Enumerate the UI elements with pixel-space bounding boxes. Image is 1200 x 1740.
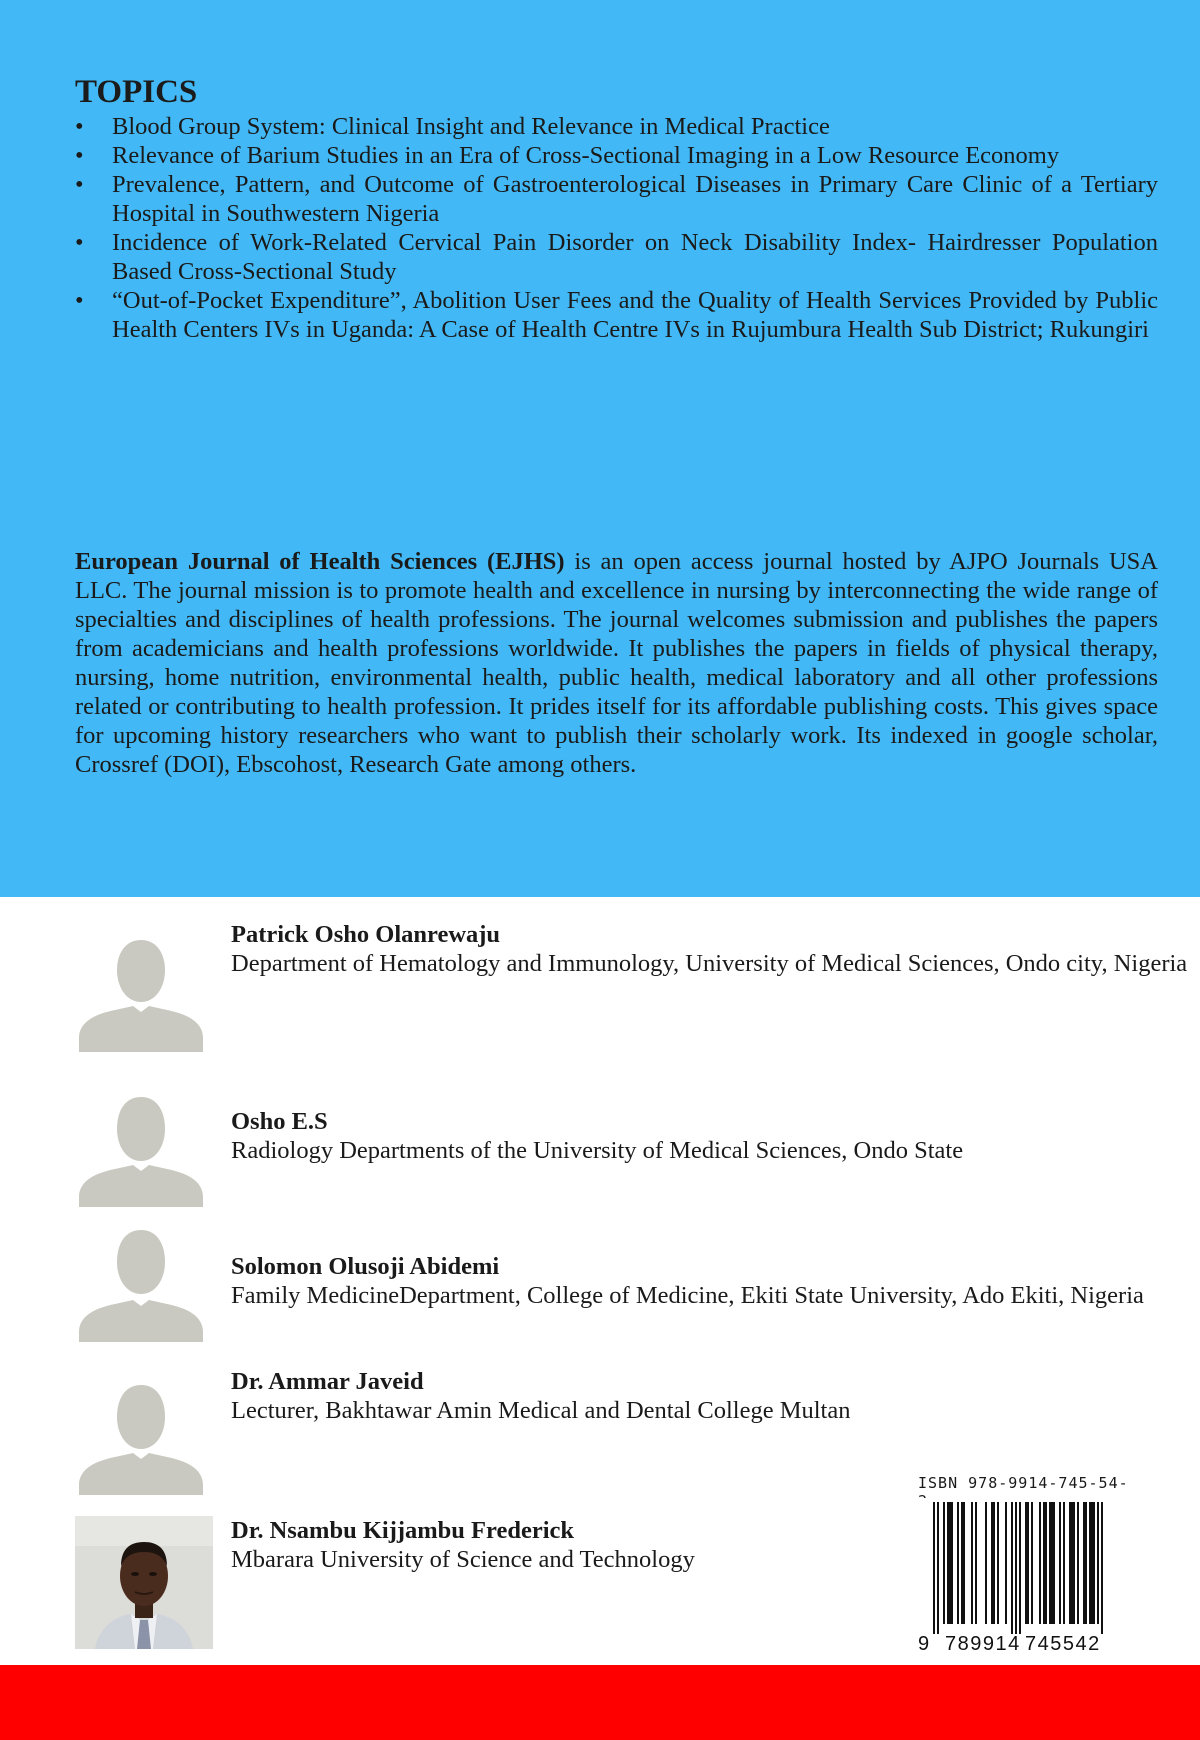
bullet: • bbox=[75, 171, 84, 198]
barcode-bar bbox=[1097, 1502, 1099, 1624]
author-name: Patrick Osho Olanrewaju bbox=[231, 921, 501, 948]
barcode-bar bbox=[975, 1502, 977, 1624]
barcode-bar bbox=[1039, 1502, 1041, 1624]
author-info bbox=[231, 1367, 1200, 1425]
topic-text: Incidence of Work-Related Cervical Pain Disorder on Neck Disability Index- Hairdresser Population Based Cross-Sectional Study bbox=[112, 229, 1158, 285]
barcode-bar bbox=[1031, 1502, 1033, 1624]
barcode-digits-left: 789914 bbox=[945, 1633, 1021, 1654]
author-info bbox=[231, 1252, 1200, 1310]
topic-item bbox=[75, 141, 1158, 170]
author-affiliation: Mbarara University of Science and Technology bbox=[231, 1546, 695, 1573]
author-affiliation: Department of Hematology and Immunology, University of Medical Sciences, Ondo city, Nigeria bbox=[231, 950, 1188, 977]
bullet: • bbox=[75, 142, 84, 169]
barcode-bar bbox=[1089, 1502, 1095, 1624]
barcode-bar bbox=[933, 1502, 935, 1634]
bottom-red-band bbox=[0, 1665, 1200, 1740]
topics-list bbox=[75, 112, 1158, 344]
journal-description bbox=[75, 547, 1158, 779]
author-name: Solomon Olusoji Abidemi bbox=[231, 1253, 500, 1280]
topic-item bbox=[75, 170, 1158, 228]
avatar-silhouette-icon bbox=[75, 1093, 207, 1225]
author-affiliation: Family MedicineDepartment, College of Medicine, Ekiti State University, Ado Ekiti, Nigeria bbox=[231, 1282, 1144, 1309]
barcode-bar bbox=[1083, 1502, 1087, 1624]
barcode-bar bbox=[947, 1502, 953, 1624]
bullet: • bbox=[75, 229, 84, 256]
barcode-bar bbox=[961, 1502, 965, 1624]
author-entry bbox=[75, 1226, 1175, 1356]
journal-name: European Journal of Health Sciences (EJHS) bbox=[75, 548, 565, 575]
barcode-bar bbox=[1019, 1502, 1021, 1634]
topics-heading: TOPICS bbox=[75, 74, 198, 110]
barcode-image bbox=[915, 1498, 1135, 1654]
author-portrait-image bbox=[75, 1516, 213, 1649]
topic-text: Relevance of Barium Studies in an Era of Cross-Sectional Imaging in a Low Resource Economy bbox=[112, 142, 1060, 169]
avatar-silhouette-icon bbox=[75, 1226, 207, 1358]
author-entry bbox=[75, 1093, 1175, 1223]
barcode-bar bbox=[1077, 1502, 1079, 1624]
barcode-bar bbox=[985, 1502, 987, 1624]
avatar-silhouette-icon bbox=[75, 1367, 207, 1499]
bullet: • bbox=[75, 113, 84, 140]
barcode-bar bbox=[991, 1502, 995, 1624]
barcode-bar bbox=[943, 1502, 945, 1624]
barcode-bar bbox=[1015, 1502, 1017, 1634]
barcode-bar bbox=[1049, 1502, 1055, 1624]
barcode-bar bbox=[997, 1502, 999, 1624]
author-info bbox=[231, 1107, 1200, 1165]
isbn-label: ISBN 978-9914-745-54- bbox=[918, 1474, 1129, 1492]
author-photo bbox=[75, 1516, 213, 1649]
author-affiliation: Lecturer, Bakhtawar Amin Medical and Dental College Multan bbox=[231, 1397, 851, 1424]
author-name: Osho E.S bbox=[231, 1108, 328, 1135]
bullet: • bbox=[75, 287, 84, 314]
author-info bbox=[231, 920, 1200, 978]
barcode-bar bbox=[1069, 1502, 1075, 1624]
barcode-digits-right: 745542 bbox=[1025, 1633, 1101, 1654]
barcode-bar bbox=[1063, 1502, 1065, 1624]
barcode-bar bbox=[1011, 1502, 1013, 1634]
author-name: Dr. Nsambu Kijjambu Frederick bbox=[231, 1517, 574, 1544]
barcode-bar bbox=[971, 1502, 973, 1624]
author-entry bbox=[75, 920, 1188, 1050]
topic-text: Prevalence, Pattern, and Outcome of Gastroenterological Diseases in Primary Care Clinic of a Tertiary Hospital in Southwestern Nigeria bbox=[112, 171, 1158, 227]
journal-description-text: is an open access journal hosted by AJPO Journals USA LLC. The journal mission is to promote health and excellence in nursing by interconnecting the wide range of specialties and disciplines of health professions. The journal welcomes submission and publishes the papers from academicians and health professions worldwide. It publishes the papers in fields of physical therapy, nursing, home nutrition, environmental health, public health, medical laboratory and all other professions related or contributing to health profession. It prides itself for its affordable publishing costs. This gives space for upcoming history researchers who want to publish their scholarly work. Its indexed in google scholar, Crossref (DOI), Ebscohost, Research Gate among others. bbox=[75, 548, 1158, 778]
topic-item bbox=[75, 228, 1158, 286]
topic-item bbox=[75, 286, 1158, 344]
barcode-bar bbox=[1005, 1502, 1007, 1624]
barcode-bar bbox=[957, 1502, 959, 1624]
topic-text: “Out-of-Pocket Expenditure”, Abolition User Fees and the Quality of Health Services Provided by Public Health Centers IVs in Uganda: A Case of Health Centre IVs in Rujumbura Health Sub District; Rukungiri bbox=[112, 287, 1158, 343]
barcode-digit-first: 9 bbox=[918, 1633, 930, 1654]
avatar-silhouette-icon bbox=[75, 920, 207, 1052]
barcode-bar bbox=[1059, 1502, 1061, 1624]
isbn-barcode bbox=[915, 1474, 1135, 1654]
author-affiliation: Radiology Departments of the University of Medical Sciences, Ondo State bbox=[231, 1137, 964, 1164]
topic-item bbox=[75, 112, 1158, 141]
barcode-bar bbox=[937, 1502, 939, 1634]
author-name: Dr. Ammar Javeid bbox=[231, 1368, 424, 1395]
topic-text: Blood Group System: Clinical Insight and Relevance in Medical Practice bbox=[112, 113, 830, 140]
barcode-bar bbox=[1043, 1502, 1047, 1624]
barcode-bar bbox=[1101, 1502, 1103, 1634]
barcode-bar bbox=[1025, 1502, 1029, 1624]
